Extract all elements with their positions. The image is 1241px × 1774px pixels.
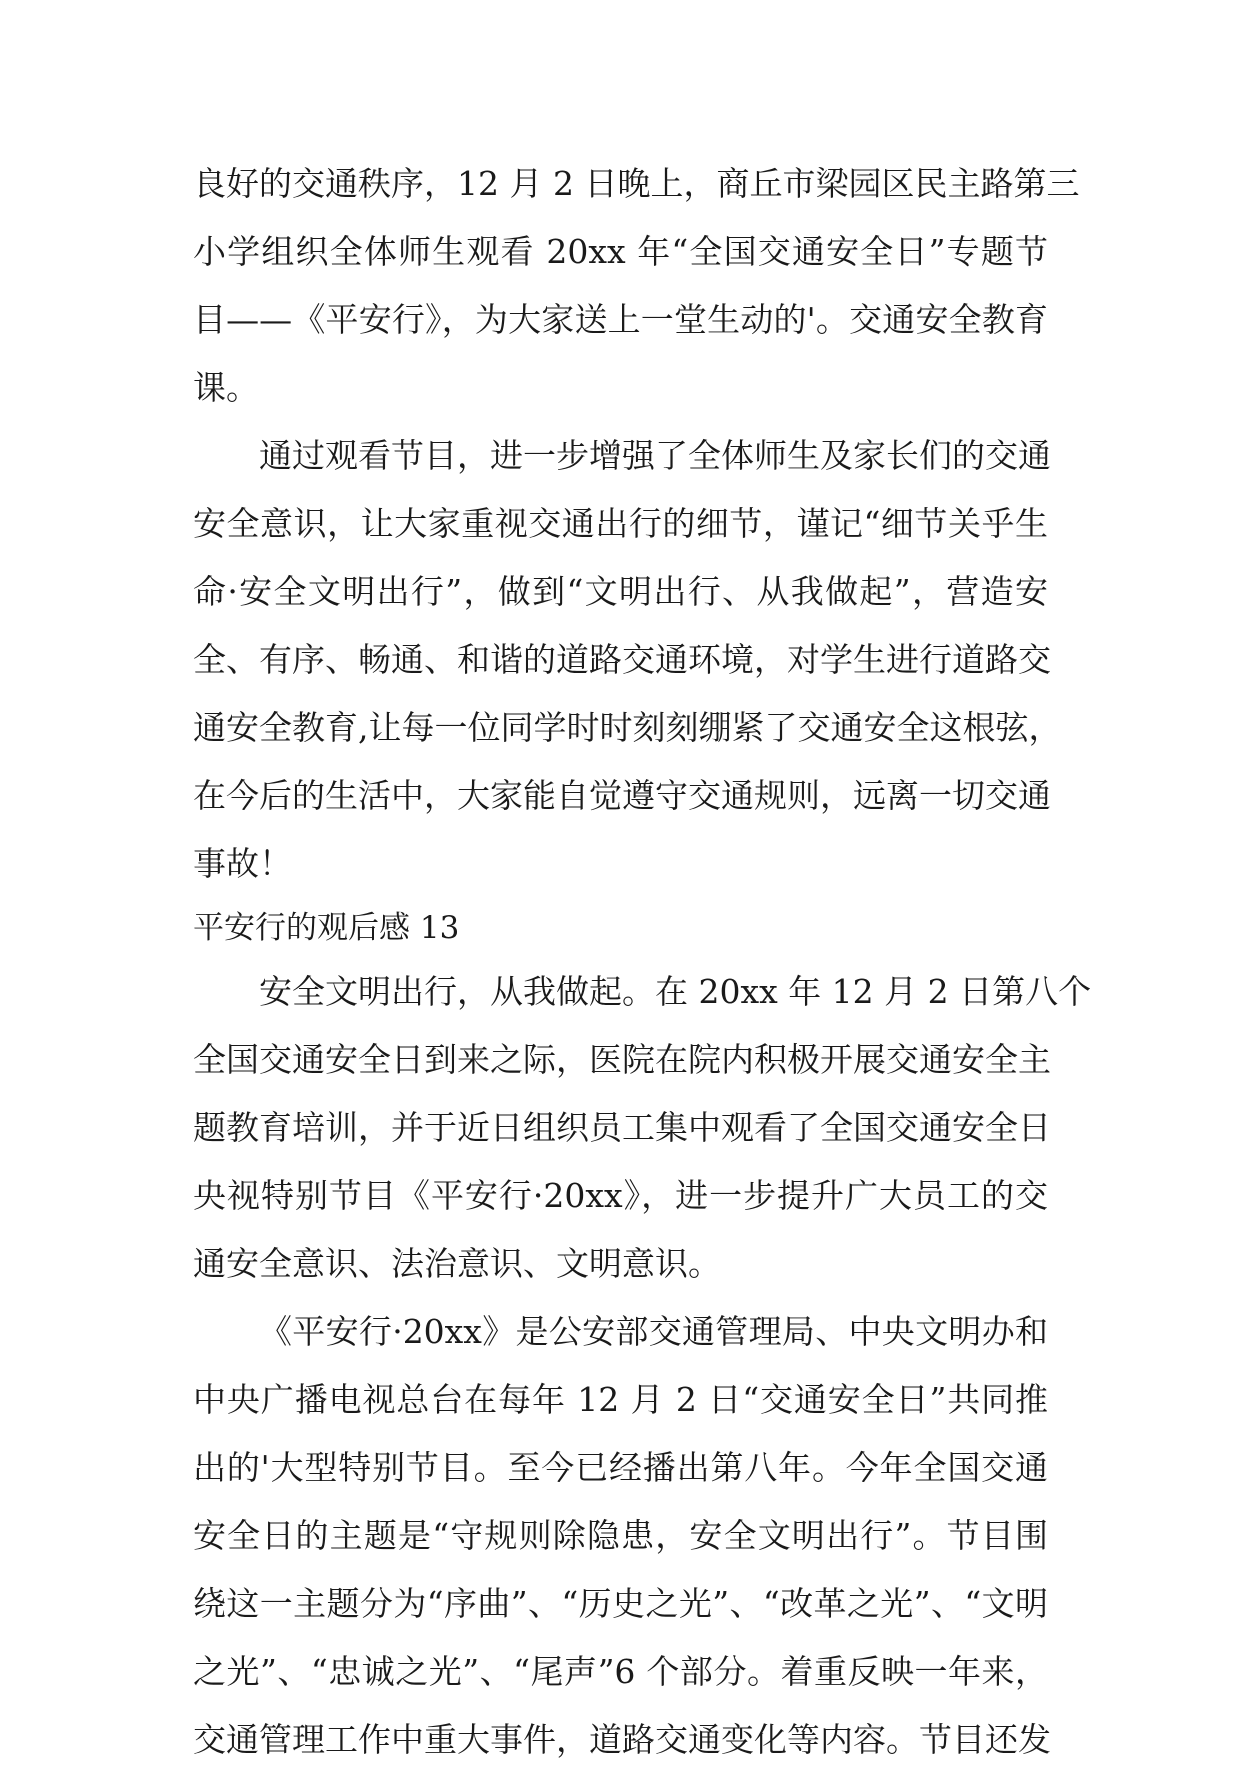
text-line: 良好的交通秩序，12 月 2 日晚上，商丘市梁园区民主路第三 xyxy=(193,164,1080,203)
text-line: 之光”、“忠诚之光”、“尾声”6 个部分。着重反映一年来， xyxy=(193,1652,1048,1691)
text-line: 安全文明出行，从我做起。在 20xx 年 12 月 2 日第八个 xyxy=(259,972,1092,1011)
text-line: 全国交通安全日到来之际，医院在院内积极开展交通安全主 xyxy=(193,1040,1051,1079)
text-line: 目——《平安行》，为大家送上一堂生动的'。交通安全教育 xyxy=(193,300,1048,339)
text-line: 命·安全文明出行”，做到“文明出行、从我做起”，营造安 xyxy=(193,572,1048,611)
text-line: 课。 xyxy=(193,368,259,407)
text-line: 安全日的主题是“守规则除隐患，安全文明出行”。节目围 xyxy=(193,1516,1048,1555)
text-line: 《平安行·20xx》是公安部交通管理局、中央文明办和 xyxy=(259,1312,1048,1351)
paragraph-2 xyxy=(193,422,1062,898)
text-line: 在今后的生活中，大家能自觉遵守交通规则，远离一切交通 xyxy=(193,776,1051,815)
paragraph-3 xyxy=(193,958,1092,1298)
text-line: 通过观看节目，进一步增强了全体师生及家长们的交通 xyxy=(259,436,1051,475)
paragraph-1 xyxy=(193,150,1080,422)
document-page xyxy=(193,150,1092,1774)
text-line: 央视特别节目《平安行·20xx》，进一步提升广大员工的交 xyxy=(193,1176,1048,1215)
text-line: 小学组织全体师生观看 20xx 年“全国交通安全日”专题节 xyxy=(193,232,1048,271)
text-line: 题教育培训，并于近日组织员工集中观看了全国交通安全日 xyxy=(193,1108,1051,1147)
text-line: 绕这一主题分为“序曲”、“历史之光”、“改革之光”、“文明 xyxy=(193,1584,1048,1623)
text-line: 通安全意识、法治意识、文明意识。 xyxy=(193,1244,721,1283)
text-line: 通安全教育,让每一位同学时时刻刻绷紧了交通安全这根弦， xyxy=(193,708,1062,747)
section-heading: 平安行的观后感 13 xyxy=(193,910,460,946)
text-line: 全、有序、畅通、和谐的道路交通环境，对学生进行道路交 xyxy=(193,640,1051,679)
text-line: 安全意识，让大家重视交通出行的细节，谨记“细节关乎生 xyxy=(193,504,1048,543)
text-line: 中央广播电视总台在每年 12 月 2 日“交通安全日”共同推 xyxy=(193,1380,1048,1419)
paragraph-4 xyxy=(193,1298,1051,1774)
text-line: 事故！ xyxy=(193,844,292,883)
text-line: 出的'大型特别节目。至今已经播出第八年。今年全国交通 xyxy=(193,1448,1048,1487)
text-line: 交通管理工作中重大事件，道路交通变化等内容。节目还发 xyxy=(193,1720,1051,1759)
